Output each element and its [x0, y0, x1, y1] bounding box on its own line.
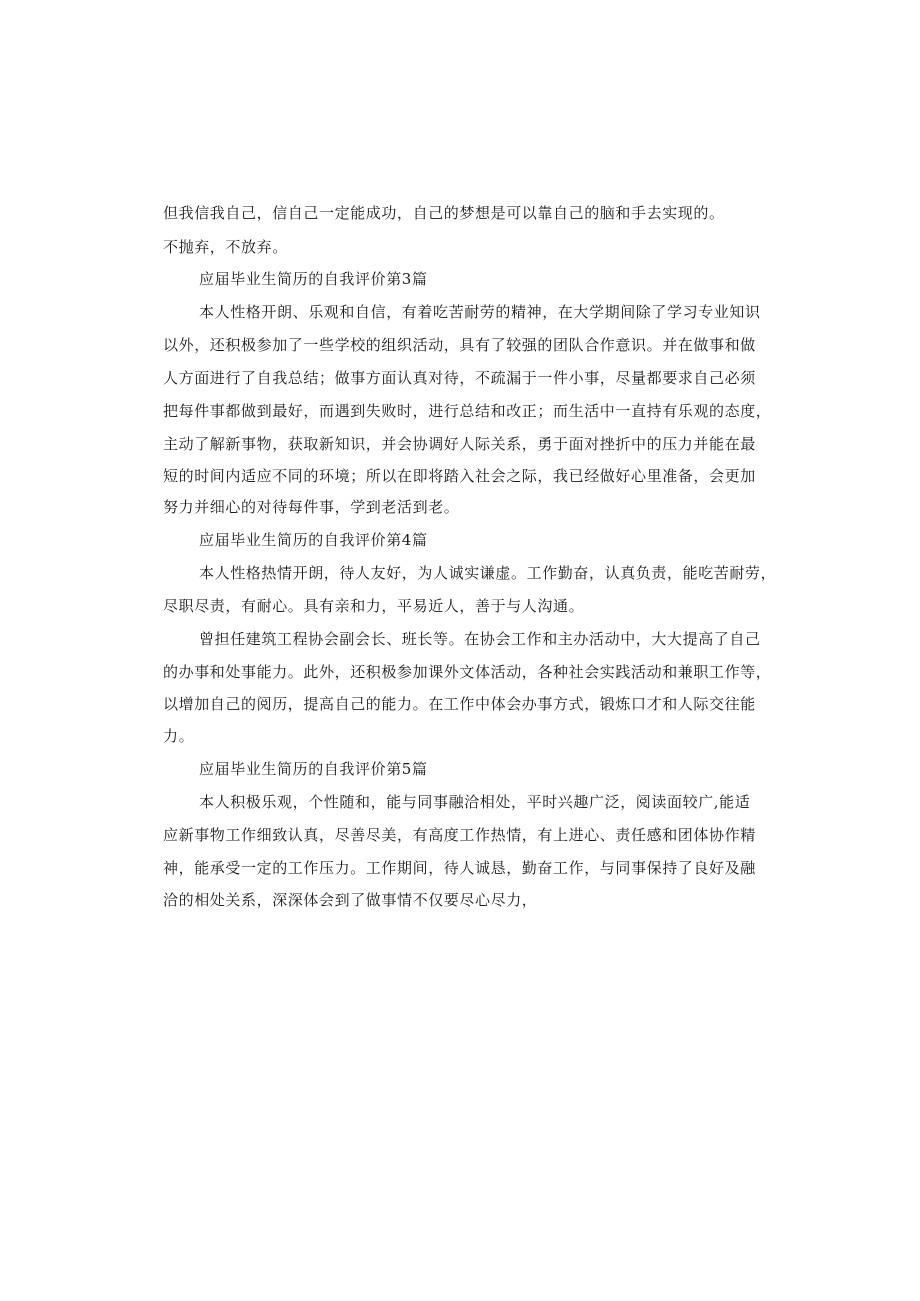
paragraph-line: 的办事和处事能力。此外，还积极参加课外文体活动，各种社会实践活动和兼职工作等，	[163, 663, 772, 681]
paragraph-line: 本人积极乐观，个性随和，能与同事融洽相处，平时兴趣广泛，阅读面较广,能适	[199, 793, 751, 811]
paragraph-line: 应新事物工作细致认真，尽善尽美，有高度工作热情，有上进心、责任感和团体协作精	[163, 826, 756, 844]
paragraph-line: 以增加自己的阅历，提高自己的能力。在工作中体会办事方式，锻炼口才和人际交往能	[163, 695, 756, 713]
section-heading-5: 应届毕业生简历的自我评价第5篇	[199, 760, 428, 778]
paragraph-line: 本人性格开朗、乐观和自信，有着吃苦耐劳的精神，在大学期间除了学习专业知识	[199, 303, 761, 321]
paragraph-line: 洽的相处关系，深深体会到了做事情不仅要尽心尽力，	[163, 891, 538, 909]
intro-line: 不抛弃，不放弃。	[163, 238, 288, 256]
paragraph-line: 把每件事都做到最好，而遇到失败时，进行总结和改正；而生活中一直持有乐观的态度，	[163, 402, 772, 420]
intro-line: 但我信我自己，信自己一定能成功，自己的梦想是可以靠自己的脑和手去实现的。	[163, 204, 725, 222]
paragraph-line: 主动了解新事物，获取新知识，并会协调好人际关系，勇于面对挫折中的压力并能在最	[163, 435, 756, 453]
paragraph-line: 力。	[163, 727, 195, 745]
paragraph-line: 短的时间内适应不同的环境；所以在即将踏入社会之际，我已经做好心里准备，会更加	[163, 467, 756, 485]
paragraph-line: 本人性格热情开朗，待人友好，为人诚实谦虚。工作勤奋，认真负责，能吃苦耐劳，	[199, 564, 777, 582]
paragraph-line: 尽职尽责，有耐心。具有亲和力，平易近人，善于与人沟通。	[163, 597, 585, 615]
paragraph-line: 以外，还积极参加了一些学校的组织活动，具有了较强的团队合作意识。并在做事和做	[163, 336, 756, 354]
paragraph-line: 努力并细心的对待每件事，学到老活到老。	[163, 498, 460, 516]
section-heading-3: 应届毕业生简历的自我评价第3篇	[199, 270, 428, 288]
paragraph-line: 人方面进行了自我总结；做事方面认真对待，不疏漏于一件小事，尽量都要求自己必须	[163, 369, 756, 387]
paragraph-line: 曾担任建筑工程协会副会长、班长等。在协会工作和主办活动中，大大提高了自己	[199, 630, 761, 648]
section-heading-4: 应届毕业生简历的自我评价第4篇	[199, 531, 428, 549]
paragraph-line: 神，能承受一定的工作压力。工作期间，待人诚恳，勤奋工作，与同事保持了良好及融	[163, 859, 756, 877]
